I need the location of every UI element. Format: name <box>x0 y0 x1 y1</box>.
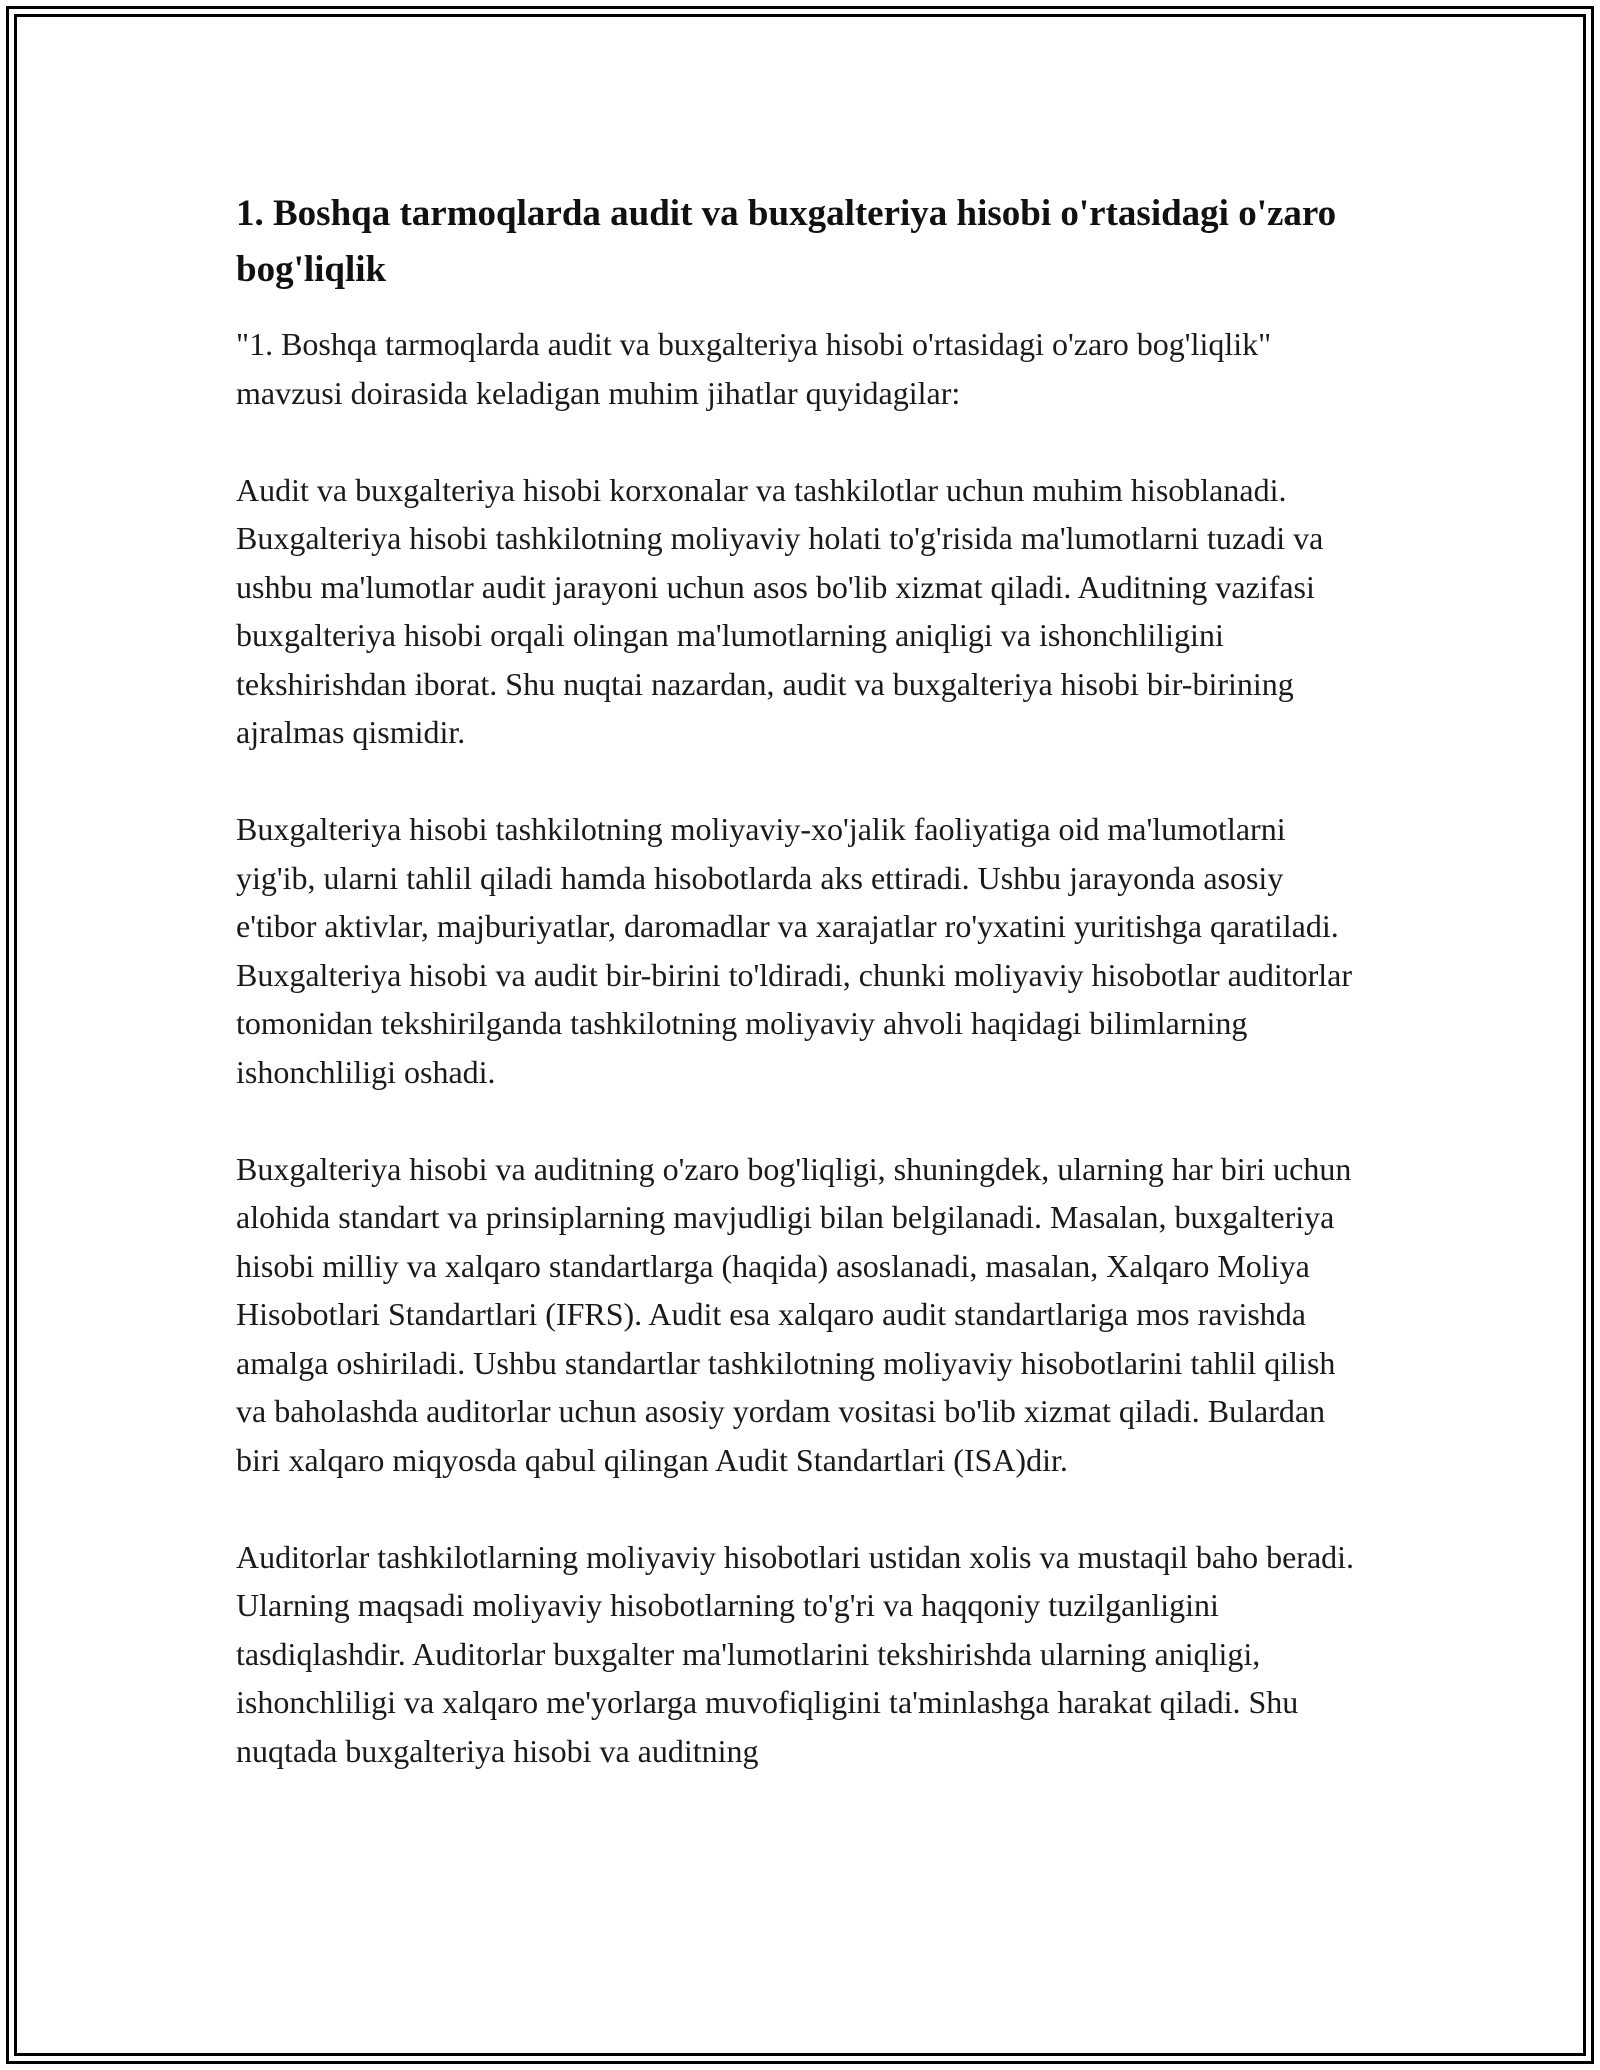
paragraph-3: Buxgalteriya hisobi va auditning o'zaro bog'liqligi, shuningdek, ularning har biri uchun alohida standart va prinsiplarning mavjudligi bilan belgilanadi. Masalan, buxgalteriya hisobi milliy va xalqaro standartlarga (haqida) asoslanadi, masalan, Xalqaro Moliya Hisobotlari Standartlari (IFRS). Audit esa xalqaro audit standartlariga mos ravishda amalga oshiriladi. Ushbu standartlar tashkilotning moliyaviy hisobotlarini tahlil qilish va baholashda auditorlar uchun asosiy yordam vositasi bo'lib xizmat qiladi. Bulardan biri xalqaro miqyosda qabul qilingan Audit Standartlari (ISA)dir. <box>236 1150 1352 1478</box>
paragraph-2: Buxgalteriya hisobi tashkilotning moliyaviy-xo'jalik faoliyatiga oid ma'lumotlarni yig'ib, ularni tahlil qiladi hamda hisobotlarda aks ettiradi. Ushbu jarayonda asosiy e'tibor aktivlar, majburiyatlar, daromadlar va xarajatlar ro'yxatini yuritishga qaratiladi. Buxgalteriya hisobi va audit bir-birini to'ldiradi, chunki moliyaviy hisobotlar auditorlar tomonidan tekshirilganda tashkilotning moliyaviy ahvoli haqidagi bilimlarning ishonchliligi oshadi. <box>236 811 1353 1090</box>
document-body <box>236 186 1366 1824</box>
paragraph-1: Audit va buxgalteriya hisobi korxonalar va tashkilotlar uchun muhim hisoblanadi. Buxgalteriya hisobi tashkilotning moliyaviy holati to'g'risida ma'lumotlarni tuzadi va ushbu ma'lumotlar audit jarayoni uchun asos bo'lib xizmat qiladi. Auditning vazifasi buxgalteriya hisobi orqali olingan ma'lumotlarning aniqligi va ishonchliligini tekshirishdan iborat. Shu nuqtai nazardan, audit va buxgalteriya hisobi bir-birining ajralmas qismidir. <box>236 471 1324 750</box>
paragraph-intro: "1. Boshqa tarmoqlarda audit va buxgalteriya hisobi o'rtasidagi o'zaro bog'liqlik" mavzusi doirasida keladigan muhim jihatlar quyidagilar: <box>236 326 1272 411</box>
paragraph-4: Auditorlar tashkilotlarning moliyaviy hisobotlari ustidan xolis va mustaqil baho beradi. Ularning maqsadi moliyaviy hisobotlarning to'g'ri va haqqoniy tuzilganligini tasdiqlashdir. Auditorlar buxgalter ma'lumotlarini tekshirishda ularning aniqligi, ishonchliligi va xalqaro me'yorlarga muvofiqligini ta'minlashga harakat qiladi. Shu nuqtada buxgalteriya hisobi va auditning <box>236 1538 1355 1769</box>
document-title: 1. Boshqa tarmoqlarda audit va buxgalteriya hisobi o'rtasidagi o'zaro bog'liqlik <box>236 193 1337 290</box>
